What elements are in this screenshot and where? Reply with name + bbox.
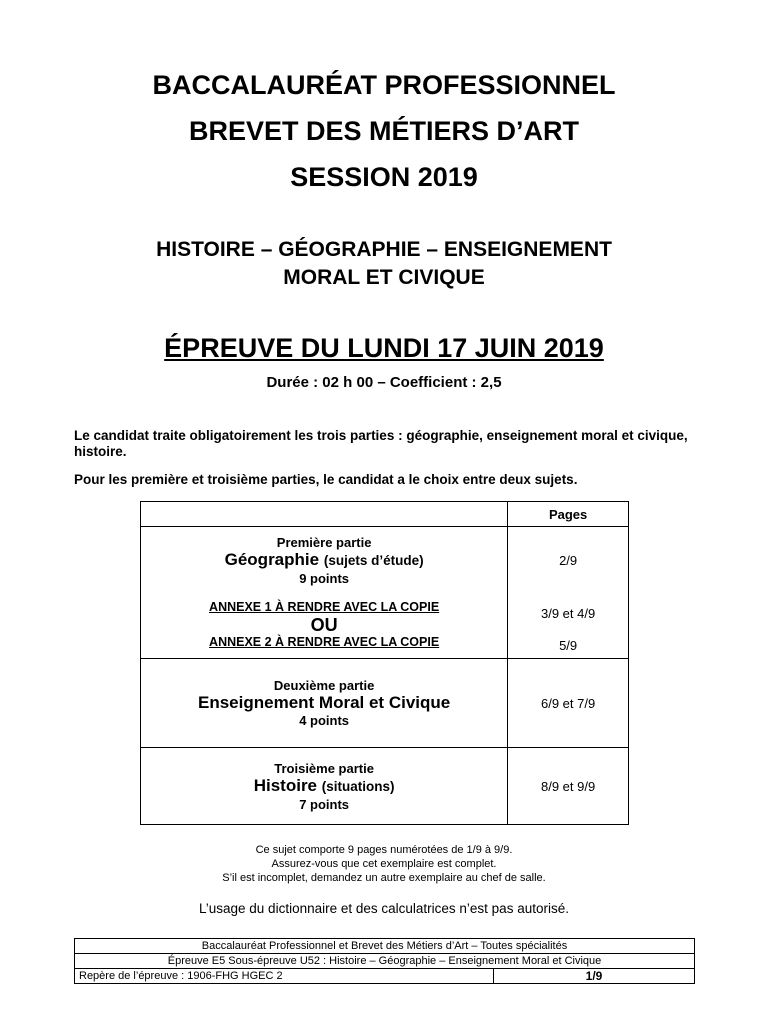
part3-title: Histoire (situations) bbox=[253, 775, 395, 795]
part2-title: Enseignement Moral et Civique bbox=[198, 693, 451, 712]
footer-table bbox=[74, 938, 695, 984]
title-line-3: SESSION 2019 bbox=[290, 162, 478, 192]
title-line-2: BREVET DES MÉTIERS D’ART bbox=[188, 116, 580, 146]
footer-reference: Repère de l’épreuve : 1906-FHG HGEC 2 bbox=[75, 969, 494, 984]
part1-row bbox=[141, 527, 629, 595]
note-line-1: Ce sujet comporte 9 pages numérotées de 1/9 à 9/9. bbox=[255, 844, 513, 856]
part1-cell bbox=[141, 527, 508, 659]
part2-row bbox=[141, 659, 629, 748]
part1-pages: 2/9 bbox=[508, 527, 629, 595]
parts-table bbox=[140, 501, 629, 825]
table-header-blank bbox=[141, 502, 508, 527]
part2-cell bbox=[141, 659, 508, 748]
part2-label: Deuxième partie bbox=[273, 678, 375, 693]
part3-pages: 8/9 et 9/9 bbox=[508, 748, 629, 825]
instruction-paragraph-1: Le candidat traite obligatoirement les trois parties : géographie, enseignement moral et civique, histoire. bbox=[74, 428, 688, 459]
part2-pages: 6/9 et 7/9 bbox=[508, 659, 629, 748]
footer-page-number: 1/9 bbox=[494, 969, 695, 984]
subject-line-1: HISTOIRE – GÉOGRAPHIE – ENSEIGNEMENT bbox=[156, 238, 612, 261]
table-header-row bbox=[141, 502, 629, 527]
footer-row-2: Épreuve E5 Sous-épreuve U52 : Histoire – Géographie – Enseignement Moral et Civique bbox=[75, 954, 695, 969]
part3-points: 7 points bbox=[299, 796, 350, 812]
part3-cell bbox=[141, 748, 508, 825]
part1-points: 9 points bbox=[299, 571, 350, 586]
part3-row bbox=[141, 748, 629, 825]
title-line-1: BACCALAURÉAT PROFESSIONNEL bbox=[152, 70, 616, 100]
part1-label: Première partie bbox=[276, 535, 372, 550]
instruction-paragraph-2: Pour les première et troisième parties, le candidat a le choix entre deux sujets. bbox=[74, 472, 578, 487]
annex2-label: ANNEXE 2 À RENDRE AVEC LA COPIE bbox=[209, 635, 440, 649]
part3-label: Troisième partie bbox=[274, 760, 374, 776]
subject-line-2: MORAL ET CIVIQUE bbox=[283, 266, 485, 289]
exam-title: ÉPREUVE DU LUNDI 17 JUIN 2019 bbox=[164, 333, 604, 363]
part1-title: Géographie (sujets d’étude) bbox=[224, 550, 424, 569]
annex1-label: ANNEXE 1 À RENDRE AVEC LA COPIE bbox=[209, 600, 440, 614]
note-line-3: S’il est incomplet, demandez un autre exemplaire au chef de salle. bbox=[222, 872, 546, 884]
usage-notice: L’usage du dictionnaire et des calculatrices n’est pas autorisé. bbox=[199, 901, 569, 916]
pages-header: Pages bbox=[508, 502, 629, 527]
exam-duration: Durée : 02 h 00 – Coefficient : 2,5 bbox=[266, 374, 502, 391]
part2-points: 4 points bbox=[299, 713, 350, 728]
or-label: OU bbox=[310, 615, 338, 635]
annex2-pages: 5/9 bbox=[508, 633, 629, 659]
footer-row-1: Baccalauréat Professionnel et Brevet des Métiers d’Art – Toutes spécialités bbox=[75, 939, 695, 954]
note-line-2: Assurez-vous que cet exemplaire est complet. bbox=[271, 858, 497, 870]
annex1-pages: 3/9 et 4/9 bbox=[508, 595, 629, 633]
